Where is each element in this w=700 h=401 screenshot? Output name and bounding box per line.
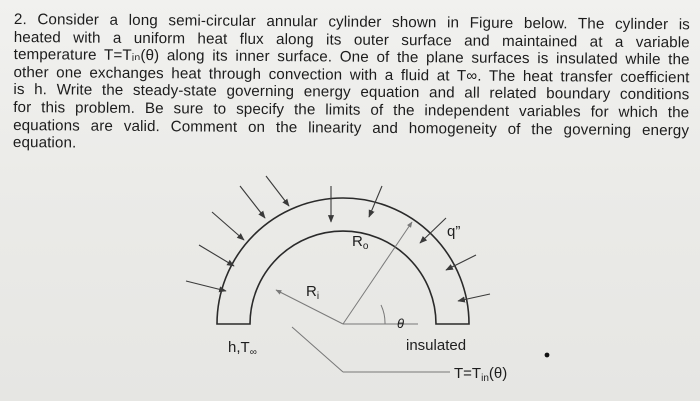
problem-line-3: temperature T=Tᵢₙ(θ) along its inner surface. One of the plane surfaces is insulated while the <box>13 46 690 69</box>
problem-line-4: other one exchanges heat through convection with a fluid at T∞. The heat transfer coefficient <box>13 63 690 87</box>
problem-line-1: 2. Consider a long semi-circular annular cylinder shown in Figure below. The cylinder is <box>13 11 690 34</box>
flux-arrow-3 <box>212 212 244 240</box>
insulated-label: insulated <box>406 337 467 354</box>
problem-line-6: for this problem. Be sure to specify the limits of the independent variables for which the <box>13 98 690 122</box>
inner-temperature-label: $T=T_{in}(\theta)$ <box>454 365 508 384</box>
flux-arrow-8 <box>420 218 446 243</box>
problem-line-8: equation. <box>12 134 77 152</box>
flux-arrow-2 <box>199 245 234 266</box>
annular-cylinder-shape <box>217 198 469 324</box>
flux-arrow-4 <box>240 186 265 218</box>
problem-line-7: equations are valid. Comment on the linearity and homogeneity of the governing energy <box>13 116 690 139</box>
flux-arrow-10 <box>458 294 490 301</box>
convection-label: $h,T_\infty$ <box>228 339 257 358</box>
ro-label: $R_o$ <box>352 233 369 252</box>
problem-line-5: is h. Write the steady-state governing energy equation and all related boundary conditions <box>13 81 690 104</box>
heat-flux-arrows <box>186 176 490 301</box>
dot-mark <box>545 353 550 358</box>
flux-arrow-1 <box>186 281 226 291</box>
theta-label: θ <box>397 316 405 331</box>
problem-line-2: heated with a uniform heat flux along its outer surface and maintained at a variable <box>13 28 690 51</box>
theta-arc <box>381 305 385 324</box>
heat-flux-label: q” <box>447 223 461 240</box>
tin-leader-diagonal <box>292 327 343 372</box>
flux-arrow-5 <box>266 176 289 206</box>
ri-label: $R_i$ <box>306 283 320 302</box>
